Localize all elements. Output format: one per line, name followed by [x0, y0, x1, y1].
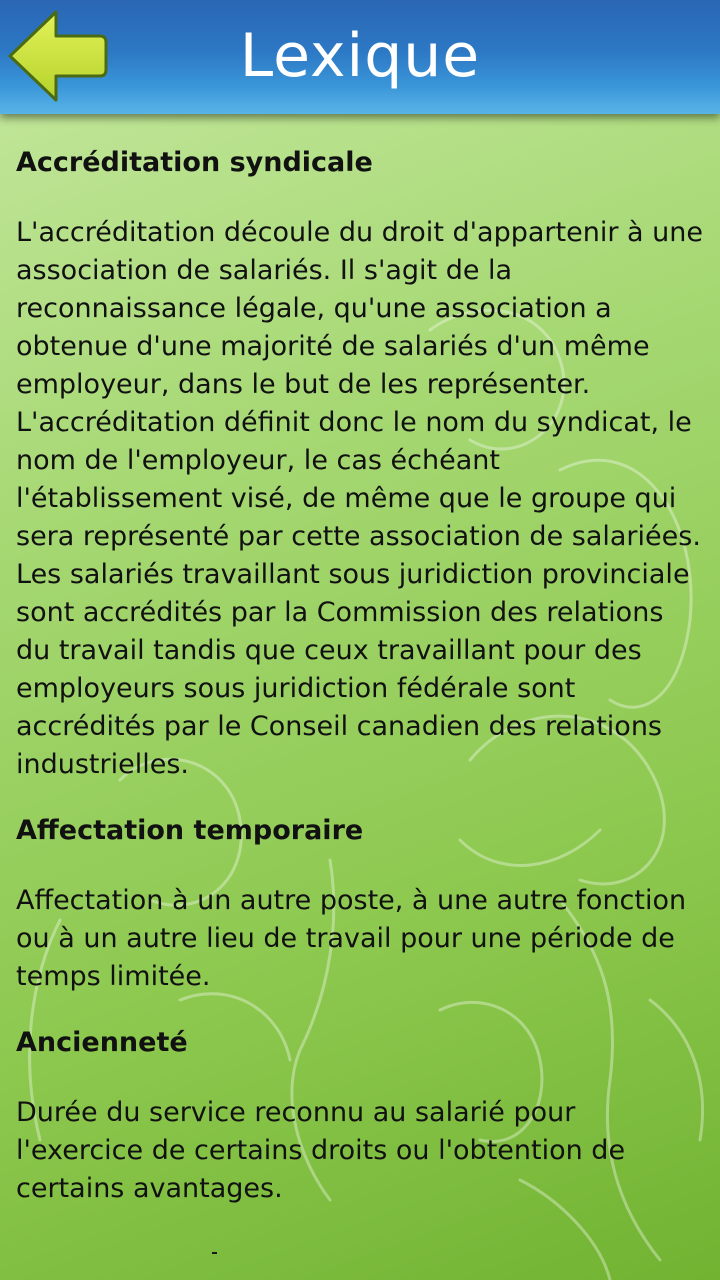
glossary-term: Affectation temporaire: [16, 815, 364, 846]
glossary-definition: L'accréditation découle du droit d'appartenir à une association de salariés. Il s'agit de la reconnaissance légale, qu'une association a obtenue d'une majorité de salariés d'un même employeur, dans le but de les représenter. L'accréditation définit donc le nom du syndicat, le nom de l'employeur, le cas échéant l'établissement visé, de même que le groupe qui sera représenté par cette association de salariées. Les salariés travaillant sous juridiction provinciale sont accrédités par la Commission des relations du travail tandis que ceux travaillant pour des employeurs sous juridiction fédérale sont accrédités par le Conseil canadien des relations industrielles.: [16, 217, 703, 780]
glossary-entry: [16, 1024, 706, 1208]
glossary-definition: Affectation à un autre poste, à une autre fonction ou à un autre lieu de travail pour une période de temps limitée.: [16, 885, 687, 992]
scroll-indicator: [212, 1252, 217, 1254]
glossary-entry: [16, 144, 706, 784]
glossary-definition: Durée du service reconnu au salarié pour l'exercice de certains droits ou l'obtention de certains avantages.: [16, 1097, 626, 1204]
app-header: [0, 0, 720, 114]
glossary-term: Ancienneté: [16, 1027, 188, 1058]
glossary-entry: [16, 812, 706, 996]
glossary-term: Accréditation syndicale: [16, 147, 373, 178]
page-title: Lexique: [239, 21, 481, 91]
glossary-list: [16, 124, 706, 1236]
